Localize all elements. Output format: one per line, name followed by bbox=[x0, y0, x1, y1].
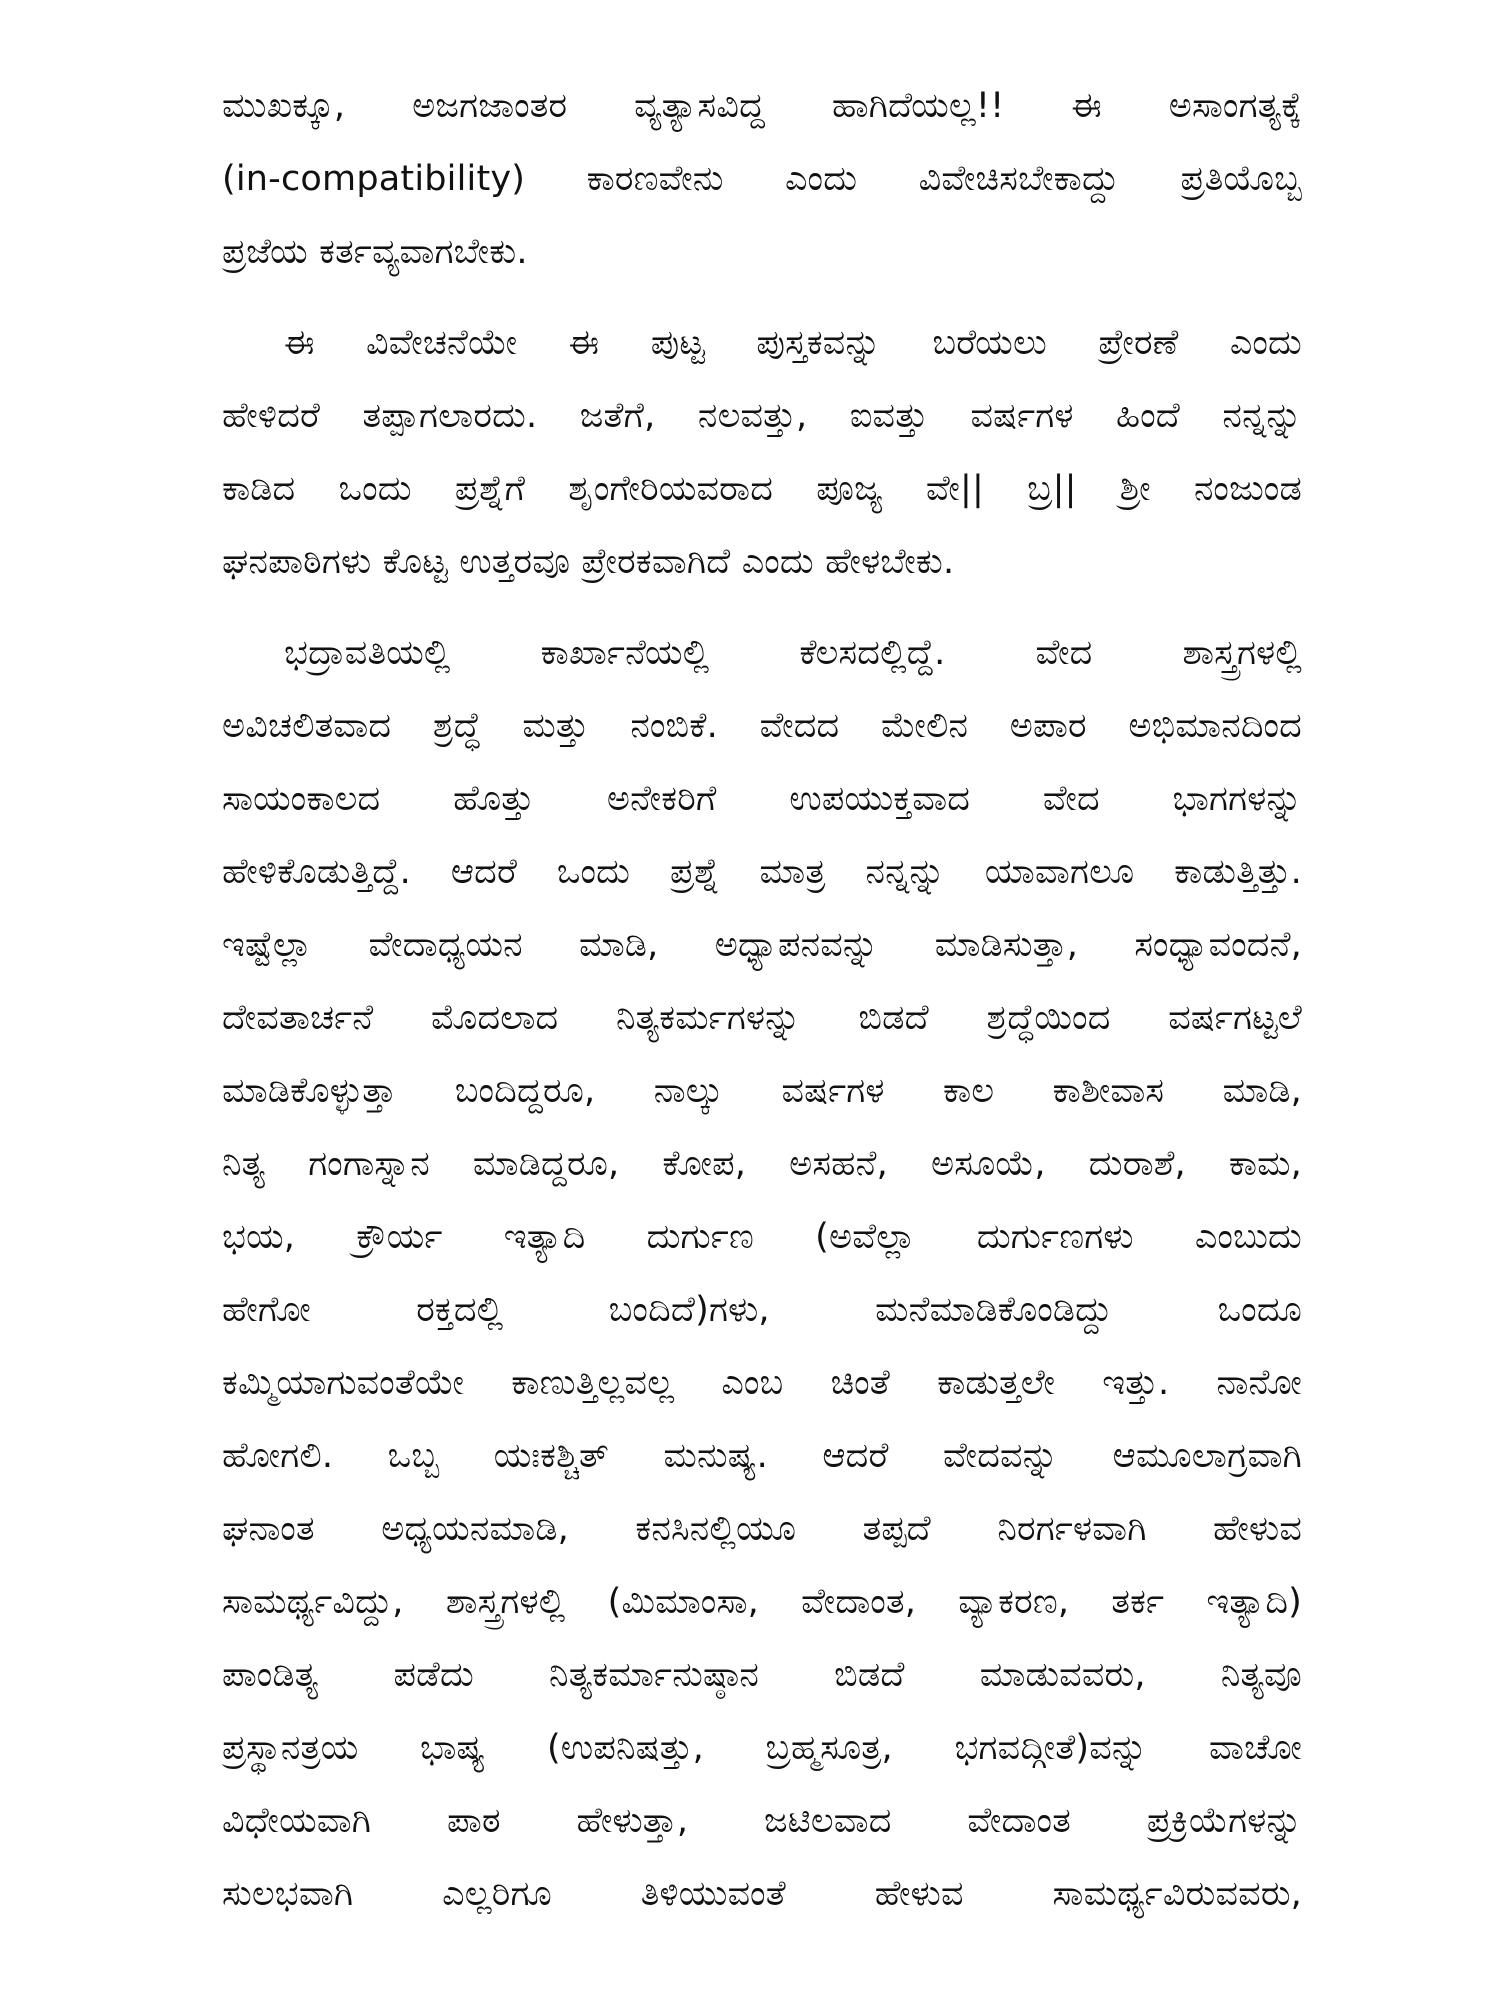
text-line: ಪ್ರಜೆಯ ಕರ್ತವ್ಯವಾಗಬೇಕು. bbox=[222, 232, 528, 272]
text-line: ಸಾಯಂಕಾಲದ ಹೊತ್ತು ಅನೇಕರಿಗೆ ಉಪಯುಕ್ತವಾದ ವೇದ ಭಾಗಗಳನ್ನು bbox=[222, 779, 1302, 819]
text-line: ದೇವತಾರ್ಚನೆ ಮೊದಲಾದ ನಿತ್ಯಕರ್ಮಗಳನ್ನು ಬಿಡದೆ ಶ್ರದ್ಧೆಯಿಂದ ವರ್ಷಗಟ್ಟಲೆ bbox=[222, 998, 1302, 1038]
text-line: ಭದ್ರಾವತಿಯಲ್ಲಿ ಕಾರ್ಖಾನೆಯಲ್ಲಿ ಕೆಲಸದಲ್ಲಿದ್ದೆ. ವೇದ ಶಾಸ್ತ್ರಗಳಲ್ಲಿ bbox=[284, 633, 1302, 673]
paragraph-3 bbox=[222, 617, 1302, 1931]
text-line: ಅವಿಚಲಿತವಾದ ಶ್ರದ್ಧೆ ಮತ್ತು ನಂಬಿಕೆ. ವೇದದ ಮೇಲಿನ ಅಪಾರ ಅಭಿಮಾನದಿಂದ bbox=[222, 706, 1302, 746]
text-line: ವಿಧೇಯವಾಗಿ ಪಾಠ ಹೇಳುತ್ತಾ, ಜಟಿಲವಾದ ವೇದಾಂತ ಪ್ರಕ್ರಿಯೆಗಳನ್ನು bbox=[222, 1801, 1302, 1841]
text-line: ಹೇಳಿಕೊಡುತ್ತಿದ್ದೆ. ಆದರೆ ಒಂದು ಪ್ರಶ್ನೆ ಮಾತ್ರ ನನ್ನನ್ನು ಯಾವಾಗಲೂ ಕಾಡುತ್ತಿತ್ತು. bbox=[222, 852, 1302, 892]
text-line: ಈ ವಿವೇಚನೆಯೇ ಈ ಪುಟ್ಟ ಪುಸ್ತಕವನ್ನು ಬರೆಯಲು ಪ್ರೇರಣೆ ಎಂದು bbox=[284, 323, 1302, 363]
paragraph-1 bbox=[222, 70, 1302, 289]
text-line: ಮುಖಕ್ಕೂ, ಅಜಗಜಾಂತರ ವ್ಯತ್ಯಾಸವಿದ್ದ ಹಾಗಿದೆಯಲ್ಲ!! ಈ ಅಸಾಂಗತ್ಯಕ್ಕೆ bbox=[222, 86, 1302, 126]
text-line: ಘನಾಂತ ಅಧ್ಯಯನಮಾಡಿ, ಕನಸಿನಲ್ಲಿಯೂ ತಪ್ಪದೆ ನಿರರ್ಗಳವಾಗಿ ಹೇಳುವ bbox=[222, 1509, 1302, 1549]
text-line: ಪಾಂಡಿತ್ಯ ಪಡೆದು ನಿತ್ಯಕರ್ಮಾನುಷ್ಠಾನ ಬಿಡದೆ ಮಾಡುವವರು, ನಿತ್ಯವೂ bbox=[222, 1655, 1302, 1695]
text-line: (in-compatibility) ಕಾರಣವೇನು ಎಂದು ವಿವೇಚಿಸಬೇಕಾದ್ದು ಪ್ರತಿಯೊಬ್ಬ bbox=[222, 159, 1302, 199]
text-line: ಹೇಗೋ ರಕ್ತದಲ್ಲಿ ಬಂದಿದೆ)ಗಳು, ಮನೆಮಾಡಿಕೊಂಡಿದ್ದು ಒಂದೂ bbox=[222, 1290, 1302, 1330]
text-line: ಹೋಗಲಿ. ಒಬ್ಬ ಯಃಕಶ್ಚಿತ್ ಮನುಷ್ಯ. ಆದರೆ ವೇದವನ್ನು ಆಮೂಲಾಗ್ರವಾಗಿ bbox=[222, 1436, 1302, 1476]
document-page bbox=[222, 70, 1302, 1970]
text-line: ಕಾಡಿದ ಒಂದು ಪ್ರಶ್ನೆಗೆ ಶೃಂಗೇರಿಯವರಾದ ಪೂಜ್ಯ ವೇ|| ಬ್ರ|| ಶ್ರೀ ನಂಜುಂಡ bbox=[222, 469, 1302, 509]
text-line: ಭಯ, ಕ್ರೌರ್ಯ ಇತ್ಯಾದಿ ದುರ್ಗುಣ (ಅವೆಲ್ಲಾ ದುರ್ಗುಣಗಳು ಎಂಬುದು bbox=[222, 1217, 1302, 1257]
text-line: ಸಾಮರ್ಥ್ಯವಿದ್ದು, ಶಾಸ್ತ್ರಗಳಲ್ಲಿ (ಮಿಮಾಂಸಾ, ವೇದಾಂತ, ವ್ಯಾಕರಣ, ತರ್ಕ ಇತ್ಯಾದಿ) bbox=[222, 1582, 1302, 1622]
text-line: ನಿತ್ಯ ಗಂಗಾಸ್ನಾನ ಮಾಡಿದ್ದರೂ, ಕೋಪ, ಅಸಹನೆ, ಅಸೂಯೆ, ದುರಾಶೆ, ಕಾಮ, bbox=[222, 1144, 1302, 1184]
text-line: ಪ್ರಸ್ಥಾನತ್ರಯ ಭಾಷ್ಯ (ಉಪನಿಷತ್ತು, ಬ್ರಹ್ಮಸೂತ್ರ, ಭಗವದ್ಗೀತೆ)ವನ್ನು ವಾಚೋ bbox=[222, 1728, 1302, 1768]
text-line: ಮಾಡಿಕೊಳ್ಳುತ್ತಾ ಬಂದಿದ್ದರೂ, ನಾಲ್ಕು ವರ್ಷಗಳ ಕಾಲ ಕಾಶೀವಾಸ ಮಾಡಿ, bbox=[222, 1071, 1302, 1111]
text-line: ಸುಲಭವಾಗಿ ಎಲ್ಲರಿಗೂ ತಿಳಿಯುವಂತೆ ಹೇಳುವ ಸಾಮರ್ಥ್ಯವಿರುವವರು, bbox=[222, 1874, 1302, 1914]
text-line: ಹೇಳಿದರೆ ತಪ್ಪಾಗಲಾರದು. ಜತೆಗೆ, ನಲವತ್ತು, ಐವತ್ತು ವರ್ಷಗಳ ಹಿಂದೆ ನನ್ನನ್ನು bbox=[222, 396, 1302, 436]
text-line: ಕಮ್ಮಿಯಾಗುವಂತೆಯೇ ಕಾಣುತ್ತಿಲ್ಲವಲ್ಲ ಎಂಬ ಚಿಂತೆ ಕಾಡುತ್ತಲೇ ಇತ್ತು. ನಾನೋ bbox=[222, 1363, 1302, 1403]
text-line: ಇಷ್ಟೆಲ್ಲಾ ವೇದಾಧ್ಯಯನ ಮಾಡಿ, ಅಧ್ಯಾಪನವನ್ನು ಮಾಡಿಸುತ್ತಾ, ಸಂಧ್ಯಾವಂದನೆ, bbox=[222, 925, 1302, 965]
paragraph-2 bbox=[222, 307, 1302, 599]
text-line: ಘನಪಾಠಿಗಳು ಕೊಟ್ಟ ಉತ್ತರವೂ ಪ್ರೇರಕವಾಗಿದೆ ಎಂದು ಹೇಳಬೇಕು. bbox=[222, 542, 955, 582]
